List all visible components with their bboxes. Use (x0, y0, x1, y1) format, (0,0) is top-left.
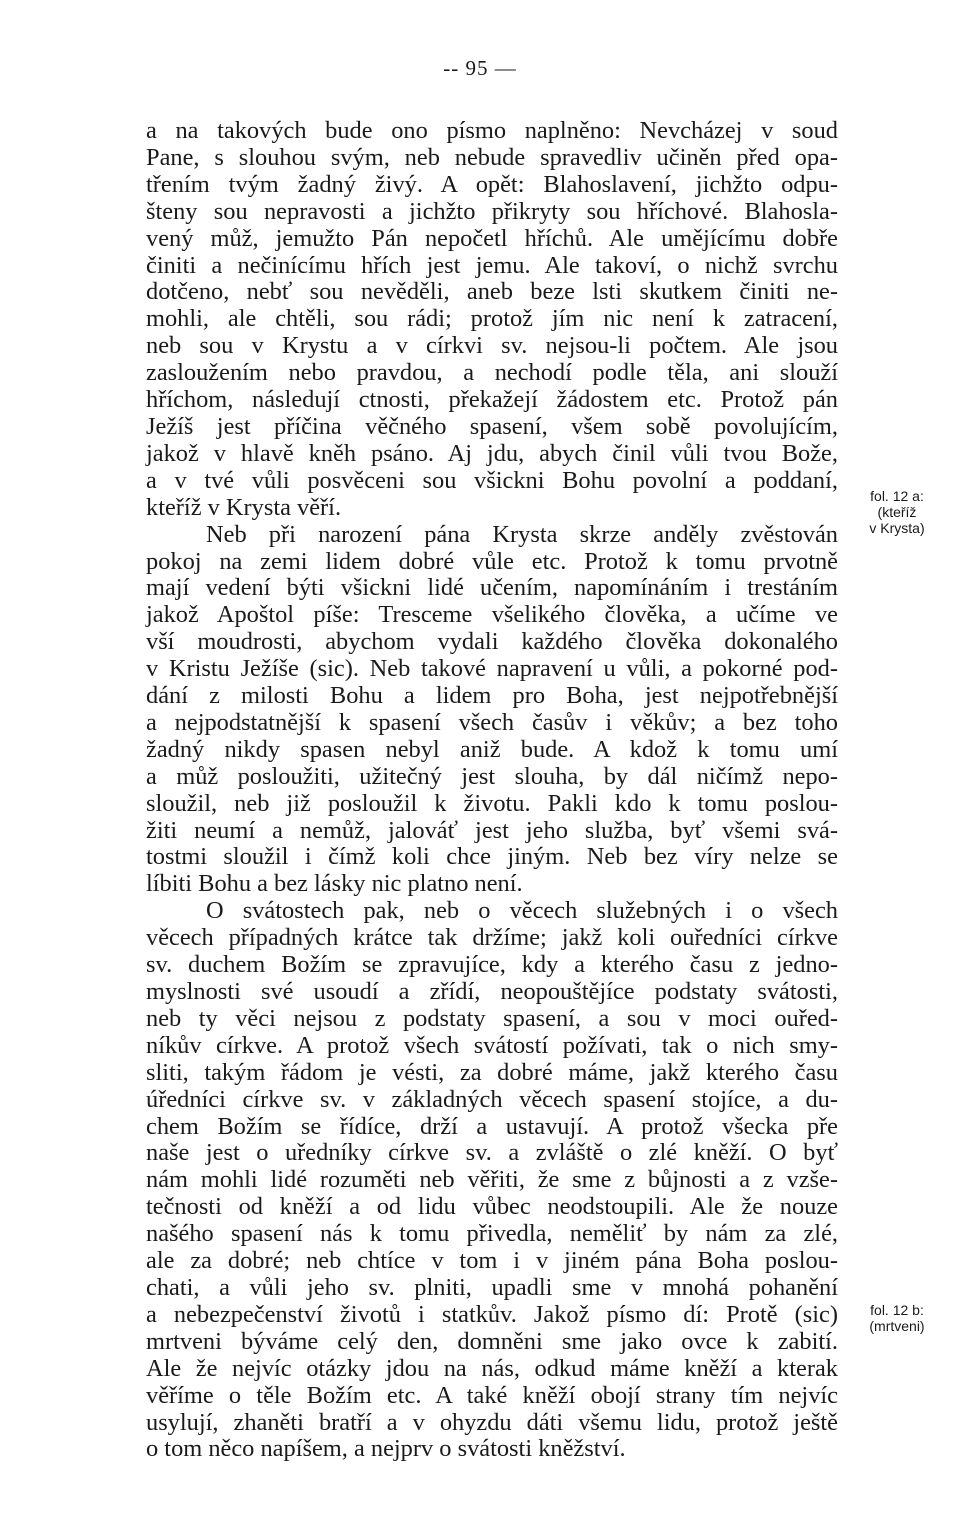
text-line: kteříž v Krysta věří. (146, 493, 342, 521)
text-line: líbiti Bohu a bez lásky nic platno není. (146, 870, 523, 898)
text-line: věříme o těle Božím etc. A také kněží obojí strany tím nejvíc (146, 1381, 838, 1409)
margin-note-line: fol. 12 a: (870, 488, 924, 504)
text-line: sv. duchem Božím se zpravujíce, kdy a kterého času z jedno- (146, 951, 838, 979)
text-line: vený můž, jemužto Pán nepočetl hříchů. Ale umějícímu dobře (146, 224, 838, 252)
text-line: chem Božím se řídíce, drží a ustavují. A protož všecka pře (146, 1112, 838, 1140)
text-line: dání z milosti Bohu a lidem pro Boha, jest nejpotřebnější (146, 682, 838, 710)
text-line: jakož v hlavě kněh psáno. Aj jdu, abych činil vůli tvou Bože, (146, 439, 838, 467)
text-line: a můž posloužiti, užitečný jest slouha, by dál ničímž nepo- (146, 762, 838, 790)
text-line: sliti, takým řádom je vésti, za dobré máme, jakž kterého času (146, 1058, 838, 1086)
text-line: nám mohli lidé rozuměti neb věřiti, že sme z bůjnosti a z vzše- (146, 1166, 838, 1194)
text-line: tečnosti od kněží a od lidu vůbec neodstoupili. Ale že nouze (146, 1193, 838, 1221)
text-line: věcech případných krátce tak držíme; jakž koli ouředníci církve (146, 924, 838, 952)
text-line: Pane, s slouhou svým, neb nebude spravedliv učiněn před opa- (146, 143, 838, 171)
text-line: O svátostech pak, neb o věcech služebných i o všech (206, 897, 838, 925)
text-line: Ježíš jest příčina věčného spasení, všem sobě povolujícím, (146, 412, 838, 440)
text-line: úředníci církve sv. v základných věcech spasení stojíce, a du- (146, 1085, 838, 1113)
text-line: žiti neumí a nemůž, jalováť jest jeho služba, byť všemi svá- (146, 816, 838, 844)
text-line: našého spasení nás k tomu přivedla, neměliť by nám za zlé, (146, 1220, 838, 1248)
text-line: usylují, zhaněti bratří a v ohyzdu dáti všemu lidu, protož ještě (146, 1408, 838, 1436)
text-line: tostmi sloužil i čímž koli chce jiným. Neb bez víry nelze se (146, 843, 838, 871)
text-line: žadný nikdy spasen nebyl aniž bude. A kdož k tomu umí (146, 735, 838, 763)
text-line: mrtveni býváme celý den, domněni sme jako ovce k zabití. (146, 1327, 838, 1355)
text-line: neb ty věci nejsou z podstaty spasení, a sou v moci ouřed- (146, 1004, 838, 1032)
margin-note-fol-12b (856, 1302, 938, 1334)
text-line: šteny sou nepravosti a jichžto přikryty sou hříchové. Blahosla- (146, 197, 838, 225)
text-line: a nejpodstatnější k spasení všech časův i věkův; a bez toho (146, 708, 838, 736)
text-line: naše jest o uředníky církve sv. a zvláště o zlé kněží. O byť (146, 1139, 838, 1167)
text-line: jakož Apoštol píše: Tresceme všelikého člověka, a učíme ve (146, 601, 838, 629)
page-number: -- 95 — (443, 56, 517, 80)
text-line: mají vedení býti všickni lidé učením, napomínáním i trestáním (146, 574, 838, 602)
text-line: myslnosti své usoudí a zřídí, neopouštějíce podstaty svátosti, (146, 978, 838, 1005)
text-line: pokoj na zemi lidem dobré vůle etc. Protož k tomu prvotně (146, 547, 838, 575)
text-line: neb sou v Krystu a v církvi sv. nejsou-li počtem. Ale jsou (146, 332, 838, 360)
text-line: v Kristu Ježíše (sic). Neb takové napravení u vůli, a pokorné pod- (146, 655, 838, 683)
text-line: a na takových bude ono písmo naplněno: Nevcházej v soud (146, 117, 838, 144)
text-line: hříchom, následují ctnosti, překažejí žádostem etc. Protož pán (146, 386, 838, 414)
text-line: sloužil, neb již posloužil k životu. Pakli kdo k tomu poslou- (146, 789, 838, 817)
text-line: dotčeno, nebť sou nevěděli, aneb beze lsti skutkem činiti ne- (146, 278, 838, 306)
text-line: o tom něco napíšem, a nejprv o svátosti kněžství. (146, 1435, 626, 1463)
text-line: ale za dobré; neb chtíce v tom i v jiném pána Boha poslou- (146, 1247, 838, 1275)
text-line: a v tvé vůli posvěceni sou všickni Bohu povolní a poddaní, (146, 466, 838, 494)
margin-note-fol-12a (856, 488, 938, 536)
text-line: Neb při narození pána Krysta skrze anděly zvěstován (206, 520, 838, 548)
body-text (146, 118, 838, 1463)
margin-note-line: (kteříž (877, 504, 917, 520)
text-line: vší moudrosti, abychom vydali každého člověka dokonalého (146, 628, 838, 656)
margin-note-line: v Krysta) (869, 520, 925, 536)
text-line: činiti a nečinícímu hřích jest jemu. Ale takoví, o nichž svrchu (146, 251, 838, 279)
text-line: mohli, ale chtěli, sou rádi; protož jím nic není k zatracení, (146, 305, 838, 333)
text-line: chati, a vůli jeho sv. plniti, upadli sme v mnohá pohanění (146, 1273, 838, 1301)
text-line: zasloužením nebo pravdou, a nechodí podle těla, ani slouží (146, 359, 838, 387)
margin-note-line: fol. 12 b: (870, 1302, 924, 1318)
margin-note-line: (mrtveni) (869, 1318, 925, 1334)
text-line: Ale že nejvíc otázky jdou na nás, odkud máme kněží a kterak (146, 1354, 838, 1382)
text-line: třením tvým žadný živý. A opět: Blahoslavení, jichžto odpu- (146, 170, 838, 198)
text-line: a nebezpečenství životů i statkův. Jakož písmo dí: Protě (sic) (146, 1300, 838, 1328)
text-line: níkův církve. A protož všech svátostí požívati, tak o nich smy- (146, 1031, 838, 1059)
